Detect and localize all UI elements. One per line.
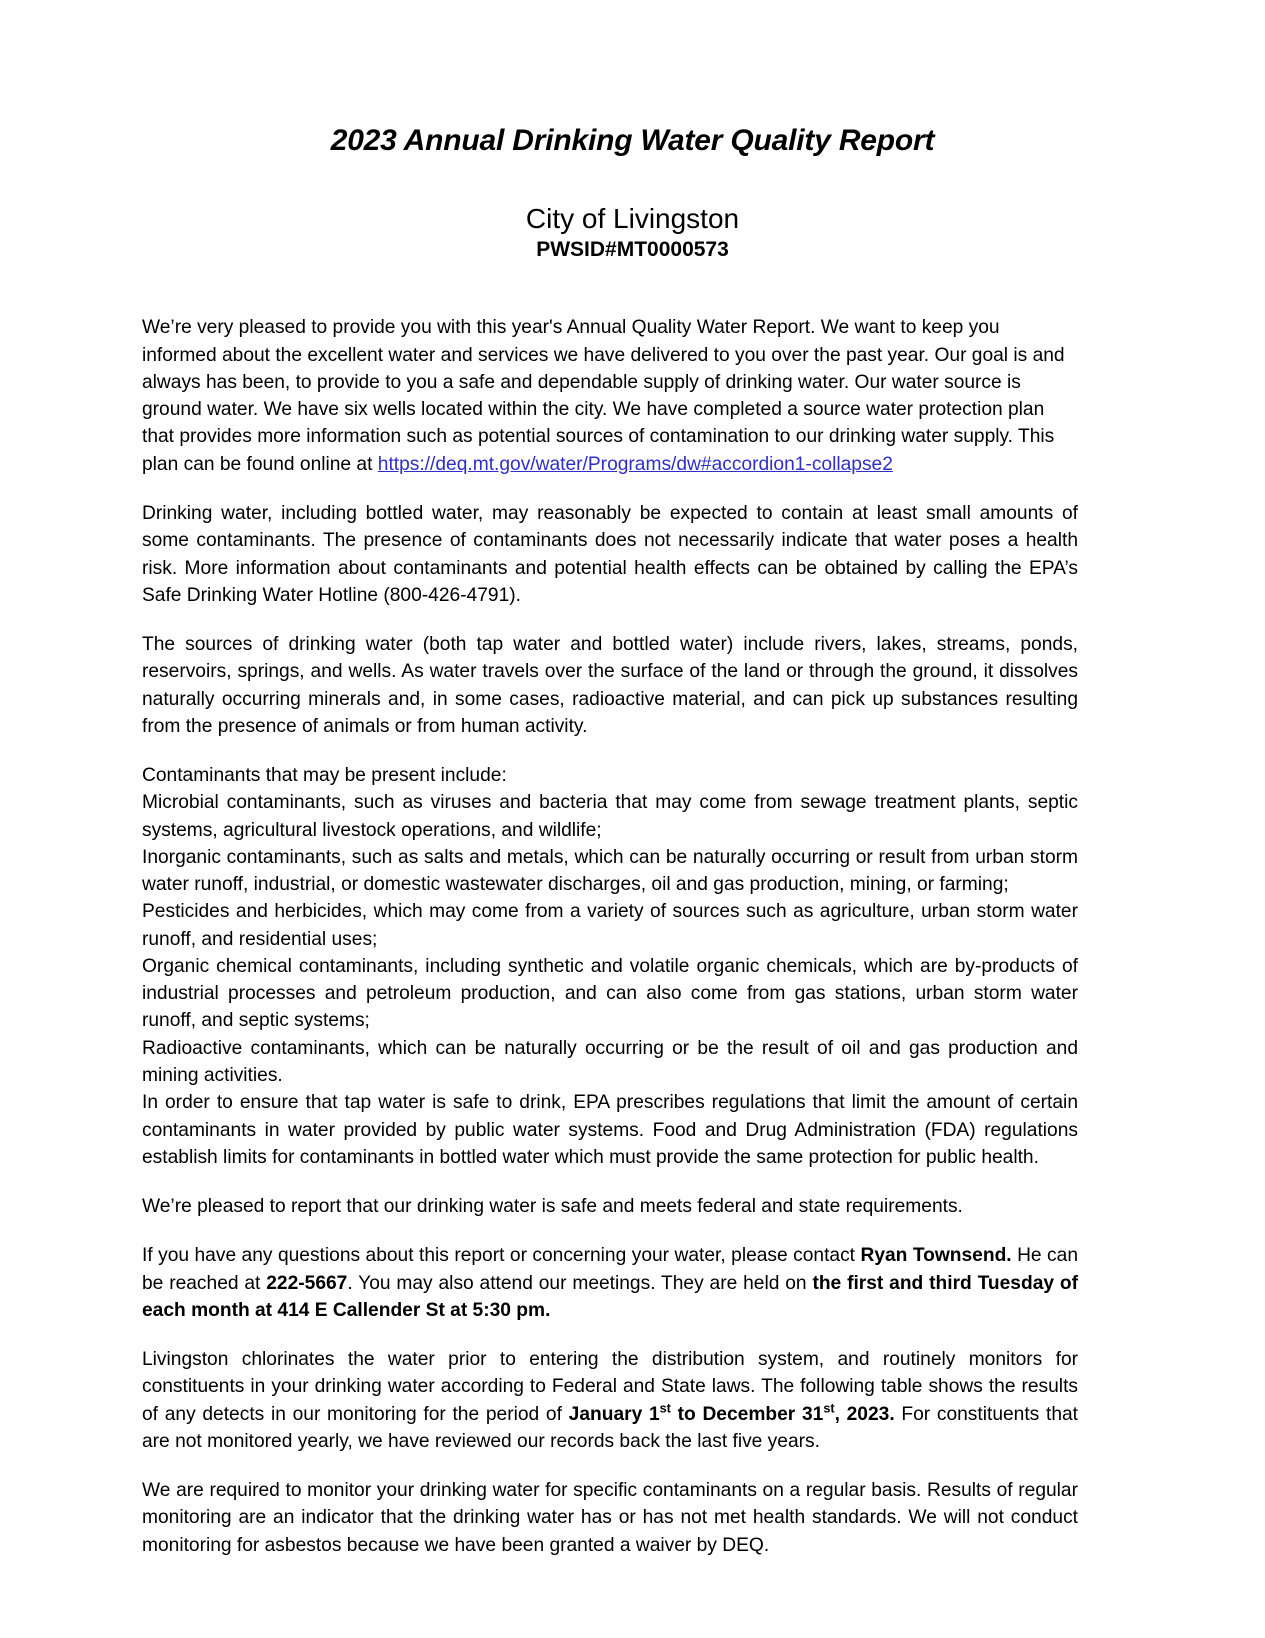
paragraph-monitoring-requirements: We are required to monitor your drinking water for specific contaminants on a regular basis. Results of regular monitoring are an indicator that the drinking water has or has not met health standards. We will not conduct monitoring for asbestos because we have been granted a waiver by DEQ. bbox=[142, 1480, 1078, 1556]
paragraph-water-sources: The sources of drinking water (both tap water and bottled water) include rivers, lakes, streams, ponds, reservoirs, springs, and wells. As water travels over the surface of the land or through the ground, it dissolves naturally occurring minerals and, in some cases, radioactive material, and can pick up substances resulting from the presence of animals or from human activity. bbox=[142, 634, 1078, 737]
pwsid-label: PWSID#MT0000573 bbox=[536, 238, 729, 262]
list-item: Microbial contaminants, such as viruses and bacteria that may come from sewage treatment plants, septic systems, agricultural livestock operations, and wildlife; bbox=[142, 792, 1078, 841]
contaminants-list bbox=[142, 762, 1078, 1171]
list-item: In order to ensure that tap water is safe to drink, EPA prescribes regulations that limit the amount of certain contaminants in water provided by public water systems. Food and Drug Administration (FDA) regulations establish limits for contaminants in bottled water which must provide the same protection for public health. bbox=[142, 1092, 1078, 1168]
monitoring-intro-text: Livingston chlorinates the water prior to entering the distribution system, and routinely monitors for constituents in your drinking water according to Federal and State laws. The following table shows the results of any detects in our monitoring for the period of bbox=[142, 1349, 1078, 1425]
utility-name: City of Livingston bbox=[525, 203, 740, 234]
period-middle-text: to December 31 bbox=[670, 1403, 824, 1425]
period-year: , 2023. bbox=[834, 1403, 895, 1425]
list-item: Organic chemical contaminants, including synthetic and volatile organic chemicals, which are by-products of industrial processes and petroleum production, and can also come from gas stations, urban storm water runoff, and septic systems; bbox=[142, 955, 1078, 1032]
paragraph-bottled-water: Drinking water, including bottled water, may reasonably be expected to contain at least small amounts of some contaminants. The presence of contaminants does not necessarily indicate that water poses a health risk. More information about contaminants and potential health effects can be obtained by calling the EPA’s Safe Drinking Water Hotline (800-426-4791). bbox=[142, 502, 1078, 606]
contact-phone-number: 222-5667 bbox=[266, 1272, 348, 1294]
contact-intro-text: If you have any questions about this report or concerning your water, please contact bbox=[142, 1245, 861, 1267]
list-item: Pesticides and herbicides, which may come from a variety of sources such as agriculture, urban storm water runoff, and residential uses; bbox=[142, 901, 1078, 950]
page-title: 2023 Annual Drinking Water Quality Report bbox=[330, 124, 935, 157]
meeting-schedule: the first and third Tuesday of each month at 414 E Callender St at 5:30 pm. bbox=[142, 1272, 1078, 1321]
intro-text: We’re very pleased to provide you with this year's Annual Quality Water Report. We want to keep you informed about the excellent water and services we have delivered to you over the past year. Our goal is and always has been, to provide to you a safe and dependable supply of drinking water. Our water source is ground water. We have six wells located within the city. We have completed a source water protection plan that provides more information such as potential sources of contamination to our drinking water supply. This plan can be found online at bbox=[142, 317, 1065, 475]
ordinal-suffix-end: st bbox=[823, 1401, 835, 1416]
subtitle-block bbox=[0, 203, 1265, 262]
contaminants-lead-in: Contaminants that may be present include: bbox=[142, 765, 507, 787]
contact-reached-text: He can be reached at bbox=[142, 1245, 1078, 1294]
paragraph-intro bbox=[142, 314, 1078, 478]
paragraph-monitoring bbox=[142, 1346, 1078, 1455]
contact-person-name: Ryan Townsend. bbox=[860, 1245, 1012, 1267]
paragraph-safe-report: We’re pleased to report that our drinking water is safe and meets federal and state requirements. bbox=[142, 1196, 963, 1218]
document-body bbox=[142, 262, 1078, 1559]
source-water-protection-plan-link[interactable]: https://deq.mt.gov/water/Programs/dw#accordion1-collapse2 bbox=[377, 453, 893, 475]
period-start-date: January 1 bbox=[568, 1403, 660, 1425]
ordinal-suffix-start: st bbox=[659, 1401, 671, 1416]
monitoring-trailing-text: For constituents that are not monitored yearly, we have reviewed our records back the last five years. bbox=[142, 1403, 1078, 1452]
contact-meetings-text: . You may also attend our meetings. They are held on bbox=[347, 1272, 813, 1294]
list-item: Radioactive contaminants, which can be naturally occurring or be the result of oil and gas production and mining activities. bbox=[142, 1037, 1078, 1087]
paragraph-contact bbox=[142, 1242, 1078, 1324]
list-item: Inorganic contaminants, such as salts and metals, which can be naturally occurring or result from urban storm water runoff, industrial, or domestic wastewater discharges, oil and gas production, mining, or farming; bbox=[142, 846, 1078, 896]
monitoring-period bbox=[568, 1401, 895, 1425]
